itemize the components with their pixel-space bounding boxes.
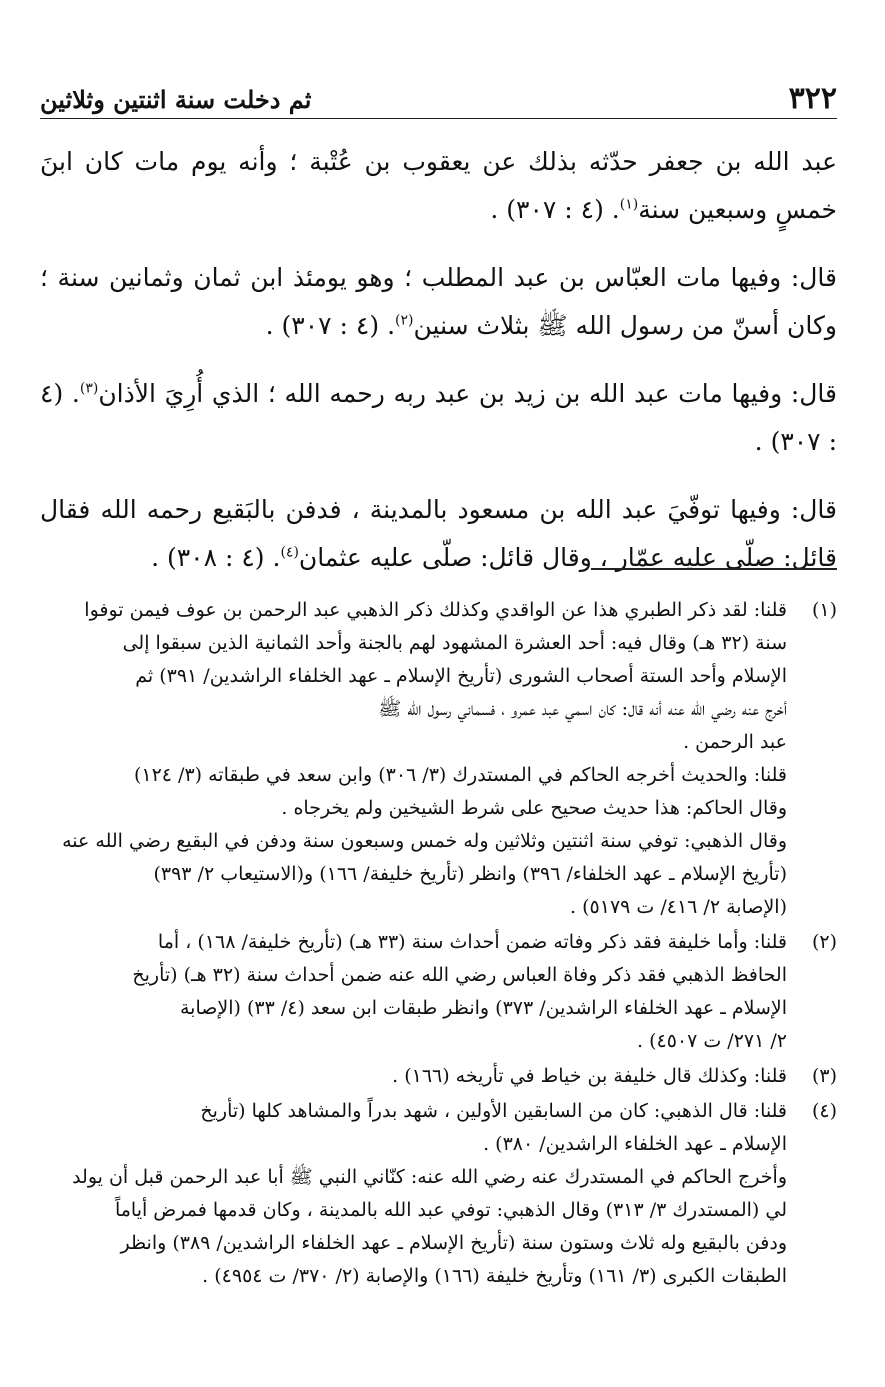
footnote-number: (١) [811, 599, 837, 621]
footnote-marker[interactable]: (١) [619, 196, 639, 213]
footnote [40, 926, 837, 1058]
footnote-line: قلنا: قال الذهبي: كان من السابقين الأولين ، شهد بدراً والمشاهد كلها (تأريخ [200, 1100, 787, 1122]
paragraph-text: قال: وفيها مات العبّاس بن عبد المطلب ؛ وهو يومئذ ابن ثمان وثمانين سنة ؛ وكان أسنّ من رسول الله ﷺ بثلاث سنين [40, 263, 837, 340]
source-reference: (٤ : ٣٠٧) . [40, 379, 837, 456]
footnote-line: الإسلام ـ عهد الخلفاء الراشدين/ ٣٨٠) . [483, 1133, 787, 1155]
paragraph-period: . [71, 379, 80, 408]
footnote-line: ٢/ ٢٧١/ ت ٤٥٠٧) . [637, 1030, 787, 1052]
footnote-body [40, 1095, 787, 1293]
footnote-divider [591, 568, 837, 570]
footnote-line: وقال الذهبي: توفي سنة اثنتين وثلاثين وله خمس وسبعون سنة ودفن في البقيع رضي الله عنه [62, 830, 787, 852]
paragraph-period: . [611, 195, 620, 224]
footnote [40, 1095, 837, 1293]
footnote-line: أخرج عنه رضي الله عنه أنه قال: كان اسمي عبد عمرو ، فسماني رسول الله ﷺ [378, 698, 787, 720]
paragraph-period: . [272, 543, 281, 572]
footnote-line: الإسلام ـ عهد الخلفاء الراشدين/ ٣٧٣) وانظر طبقات ابن سعد (٤/ ٣٣) (الإصابة [180, 997, 787, 1019]
footnotes [40, 594, 837, 1295]
paragraph-text: قال: وفيها مات عبد الله بن زيد بن عبد ربه رحمه الله ؛ الذي أُرِيَ الأذان [98, 379, 837, 408]
page-number: ٣٢٢ [788, 81, 837, 116]
footnote-marker[interactable]: (٤) [280, 544, 299, 561]
footnote-line: لي (المستدرك ٣/ ٣١٣) وقال الذهبي: توفي عبد الله بالمدينة ، وكان قدمها فمرض أياماً [114, 1199, 787, 1221]
footnote-line: قلنا: وكذلك قال خليفة بن خياط في تأريخه (١٦٦) . [392, 1065, 787, 1087]
paragraph-period: . [387, 311, 396, 340]
footnote-number: (٣) [811, 1065, 837, 1087]
paragraph-text: عبد الله بن جعفر حدّثه بذلك عن يعقوب بن عُتْبة ؛ وأنه يوم مات كان ابنَ خمسٍ وسبعين سنة [40, 147, 837, 224]
footnote [40, 1060, 837, 1093]
main-text [40, 138, 837, 602]
footnote-line: وقال الحاكم: هذا حديث صحيح على شرط الشيخين ولم يخرجاه . [281, 797, 787, 819]
footnote-number: (٤) [811, 1100, 837, 1122]
footnote-line: (الإصابة ٢/ ٤١٦/ ت ٥١٧٩) . [570, 896, 787, 918]
footnote-line: قلنا: لقد ذكر الطبري هذا عن الواقدي وكذلك ذكر الذهبي عبد الرحمن بن عوف فيمن توفوا [84, 599, 787, 621]
footnote-line: (تأريخ الإسلام ـ عهد الخلفاء/ ٣٩٦) وانظر (تأريخ خليفة/ ١٦٦) و(الاستيعاب ٢/ ٣٩٣) [153, 863, 787, 885]
footnote-line: قلنا: وأما خليفة فقد ذكر وفاته ضمن أحداث سنة (٣٣ هـ) (تأريخ خليفة/ ١٦٨) ، أما [157, 931, 787, 953]
source-reference: (٤ : ٣٠٨) . [151, 543, 265, 572]
source-reference: (٤ : ٣٠٧) . [490, 195, 604, 224]
footnote [40, 594, 837, 924]
footnote-line: الطبقات الكبرى (٣/ ١٦١) وتأريخ خليفة (١٦٦) والإصابة (٢/ ٣٧٠/ ت ٤٩٥٤) . [202, 1265, 787, 1287]
footnote-marker[interactable]: (٣) [79, 380, 99, 397]
footnote-line: الحافظ الذهبي فقد ذكر وفاة العباس رضي الله عنه ضمن أحداث سنة (٣٢ هـ) (تأريخ [132, 964, 787, 986]
paragraph-text: قال: وفيها توفّيَ عبد الله بن مسعود بالمدينة ، فدفن بالبَقيع رحمه الله فقال قائل: صلّى عليه عمّار ، وقال قائل: صلّى عليه عثمان [40, 495, 837, 572]
paragraph [40, 138, 837, 234]
footnote-line: قلنا: والحديث أخرجه الحاكم في المستدرك (٣/ ٣٠٦) وابن سعد في طبقاته (٣/ ١٢٤) [133, 764, 787, 786]
paragraph [40, 370, 837, 466]
footnote-line: وأخرج الحاكم في المستدرك عنه رضي الله عنه: كنّاني النبي ﷺ أبا عبد الرحمن قبل أن يولد [72, 1166, 787, 1188]
footnote-line: الإسلام وأحد الستة أصحاب الشورى (تأريخ الإسلام ـ عهد الخلفاء الراشدين/ ٣٩١) ثم [135, 665, 787, 687]
running-header [40, 78, 837, 119]
footnote-marker[interactable]: (٢) [395, 312, 414, 329]
paragraph [40, 254, 837, 350]
footnote-line: عبد الرحمن . [683, 731, 787, 753]
footnote-body [40, 594, 787, 924]
footnote-number: (٢) [811, 931, 837, 953]
footnote-body [40, 1060, 787, 1093]
footnote-line: ودفن بالبقيع وله ثلاث وستون سنة (تأريخ الإسلام ـ عهد الخلفاء الراشدين/ ٣٨٩) وانظر [120, 1232, 787, 1254]
footnote-body [40, 926, 787, 1058]
chapter-title: ثم دخلت سنة اثنتين وثلاثين [40, 85, 312, 114]
source-reference: (٤ : ٣٠٧) . [265, 311, 380, 340]
footnote-line: سنة (٣٢ هـ) وقال فيه: أحد العشرة المشهود لهم بالجنة وأحد الثمانية الذين سبقوا إلى [122, 632, 787, 654]
